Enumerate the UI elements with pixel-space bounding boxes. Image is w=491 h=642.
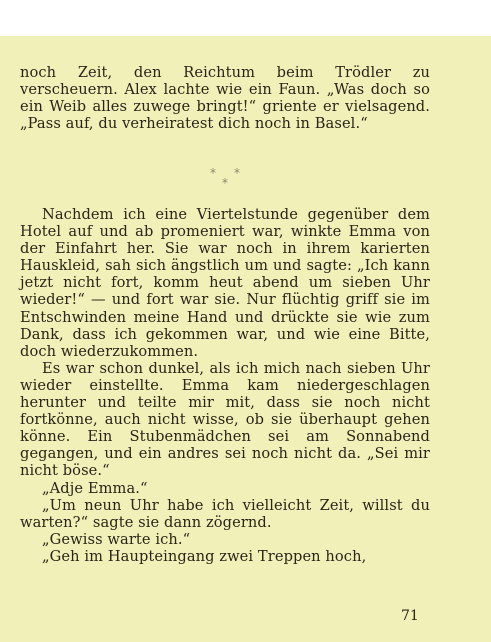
asterisk-icon: * bbox=[210, 166, 216, 180]
text-block-main bbox=[20, 206, 430, 565]
asterisk-icon: * bbox=[222, 176, 228, 190]
page-number: 71 bbox=[401, 608, 419, 624]
paragraph: „Um neun Uhr habe ich vielleicht Zeit, willst du warten?“ sagte sie dann zögernd. bbox=[20, 496, 430, 531]
paragraph: „Gewiss warte ich.“ bbox=[42, 530, 191, 548]
paragraph: Es war schon dunkel, als ich mich nach sieben Uhr wieder einstellte. Emma kam niedergeschlagen herunter und teilte mir mit, dass sie noch nicht fortkönne, auch nicht wisse, ob sie überhaupt gehen könne. Ein Stubenmädchen sei am Sonnabend gegangen, und ein andres sei noch nicht da. „Sei mir nicht böse.“ bbox=[20, 359, 430, 480]
paragraph: noch Zeit, den Reichtum beim Trödler zu verscheuern. Alex lachte wie ein Faun. „Was doch so ein Weib alles zuwege bringt!“ grientе er vielsagend. „Pass auf, du verheiratest dich noch in Basel.“ bbox=[20, 64, 430, 133]
paragraph: „Adje Emma.“ bbox=[42, 479, 148, 497]
book-page bbox=[0, 36, 491, 642]
paragraph: Nachdem ich eine Viertelstunde gegenüber dem Hotel auf und ab promeniert war, winkte Emma von der Einfahrt her. Sie war noch in ihrem karierten Hauskleid, sah sich ängstlich um und sagte: „Ich kann jetzt nicht fort, komm heut abend um sieben Uhr wieder!“ — und fort war sie. Nur flüchtig griff sie im Entschwinden meine Hand und drückte sie wie zum Dank, dass ich gekommen war, und wie eine Bitte, doch wiederzukommen. bbox=[20, 206, 430, 360]
paragraph: „Geh im Haupteingang zwei Treppen hoch, bbox=[42, 547, 367, 565]
asterisk-icon: * bbox=[234, 166, 240, 180]
section-break-ornament bbox=[210, 166, 270, 196]
text-block-top bbox=[20, 64, 430, 132]
